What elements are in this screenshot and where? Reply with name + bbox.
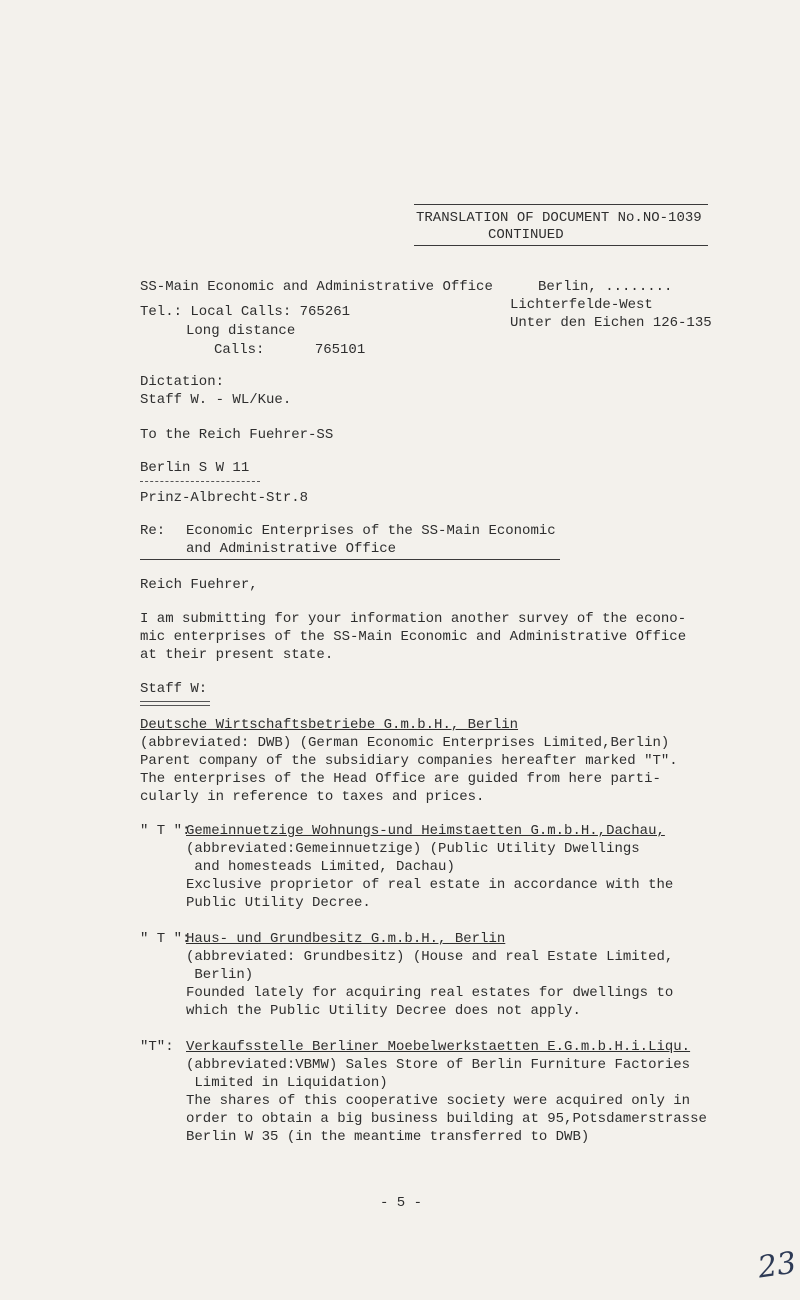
recipient-to: To the Reich Fuehrer-SS <box>140 427 334 443</box>
salutation: Reich Fuehrer, <box>140 577 258 593</box>
entry-marker: " T ": <box>140 823 191 839</box>
entry-line: and homesteads Limited, Dachau) <box>186 859 455 875</box>
dictation-label: Dictation: <box>140 374 225 390</box>
entry-line: Limited in Liquidation) <box>186 1075 388 1091</box>
address-line-2: Unter den Eichen 126-135 <box>510 315 712 331</box>
entry-line: (abbreviated: Grundbesitz) (House and real Estate Limited, <box>186 949 674 965</box>
entry-title: Verkaufsstelle Berliner Moebelwerkstaetten E.G.m.b.H.i.Liqu. <box>186 1039 691 1055</box>
parent-company-line: cularly in reference to taxes and prices. <box>140 789 485 805</box>
place-date: Berlin, ........ <box>538 279 673 295</box>
header-top-rule <box>414 204 708 205</box>
translation-title: TRANSLATION OF DOCUMENT No.NO-1039 <box>416 210 702 226</box>
entry-line: (abbreviated:VBMW) Sales Store of Berlin Furniture Factories <box>186 1057 691 1073</box>
entry-line: Berlin) <box>186 967 254 983</box>
entry-marker: " T ": <box>140 931 191 947</box>
entry-line: order to obtain a big business building at 95,Potsdamerstrasse <box>186 1111 707 1127</box>
entry-marker: "T": <box>140 1039 174 1055</box>
intro-line: mic enterprises of the SS-Main Economic and Administrative Office <box>140 629 687 645</box>
staff-label: Staff W: <box>140 681 208 697</box>
entry-title: Gemeinnuetzige Wohnungs-und Heimstaetten G.m.b.H.,Dachau, <box>186 823 665 839</box>
subject-line-2: and Administrative Office <box>186 541 397 557</box>
parent-company-line: (abbreviated: DWB) (German Economic Enterprises Limited,Berlin) <box>140 735 670 751</box>
entry-line: Founded lately for acquiring real estates for dwellings to <box>186 985 674 1001</box>
intro-line: I am submitting for your information another survey of the econo- <box>140 611 687 627</box>
sender-calls: Calls: 765101 <box>214 342 366 358</box>
entry-line: (abbreviated:Gemeinnuetzige) (Public Utility Dwellings <box>186 841 640 857</box>
sender-office: SS-Main Economic and Administrative Office <box>140 279 493 295</box>
subject-underline <box>140 559 560 560</box>
entry-line: The shares of this cooperative society were acquired only in <box>186 1093 691 1109</box>
staff-underline <box>140 701 210 706</box>
parent-company-title: Deutsche Wirtschaftsbetriebe G.m.b.H., Berlin <box>140 717 519 733</box>
subject-label: Re: <box>140 523 166 539</box>
entry-title: Haus- und Grundbesitz G.m.b.H., Berlin <box>186 931 506 947</box>
header-bottom-rule <box>414 245 708 246</box>
parent-company-line: The enterprises of the Head Office are guided from here parti- <box>140 771 661 787</box>
continued-label: CONTINUED <box>488 227 564 243</box>
entry-line: Berlin W 35 (in the meantime transferred to DWB) <box>186 1129 590 1145</box>
entry-line: which the Public Utility Decree does not apply. <box>186 1003 581 1019</box>
recipient-divider <box>140 481 260 482</box>
intro-line: at their present state. <box>140 647 334 663</box>
sender-long-distance: Long distance <box>186 323 296 339</box>
recipient-city: Berlin S W 11 <box>140 460 250 476</box>
entry-line: Public Utility Decree. <box>186 895 371 911</box>
sender-tel-local: Tel.: Local Calls: 765261 <box>140 304 351 320</box>
address-line-1: Lichterfelde-West <box>510 297 653 313</box>
subject-line-1: Economic Enterprises of the SS-Main Economic <box>186 523 556 539</box>
entry-line: Exclusive proprietor of real estate in accordance with the <box>186 877 674 893</box>
recipient-street: Prinz-Albrecht-Str.8 <box>140 490 309 506</box>
page-number: - 5 - <box>380 1195 423 1211</box>
parent-company-line: Parent company of the subsidiary companies hereafter marked "T". <box>140 753 678 769</box>
dictation-value: Staff W. - WL/Kue. <box>140 392 292 408</box>
handwritten-page-number: 23 <box>755 1245 799 1286</box>
